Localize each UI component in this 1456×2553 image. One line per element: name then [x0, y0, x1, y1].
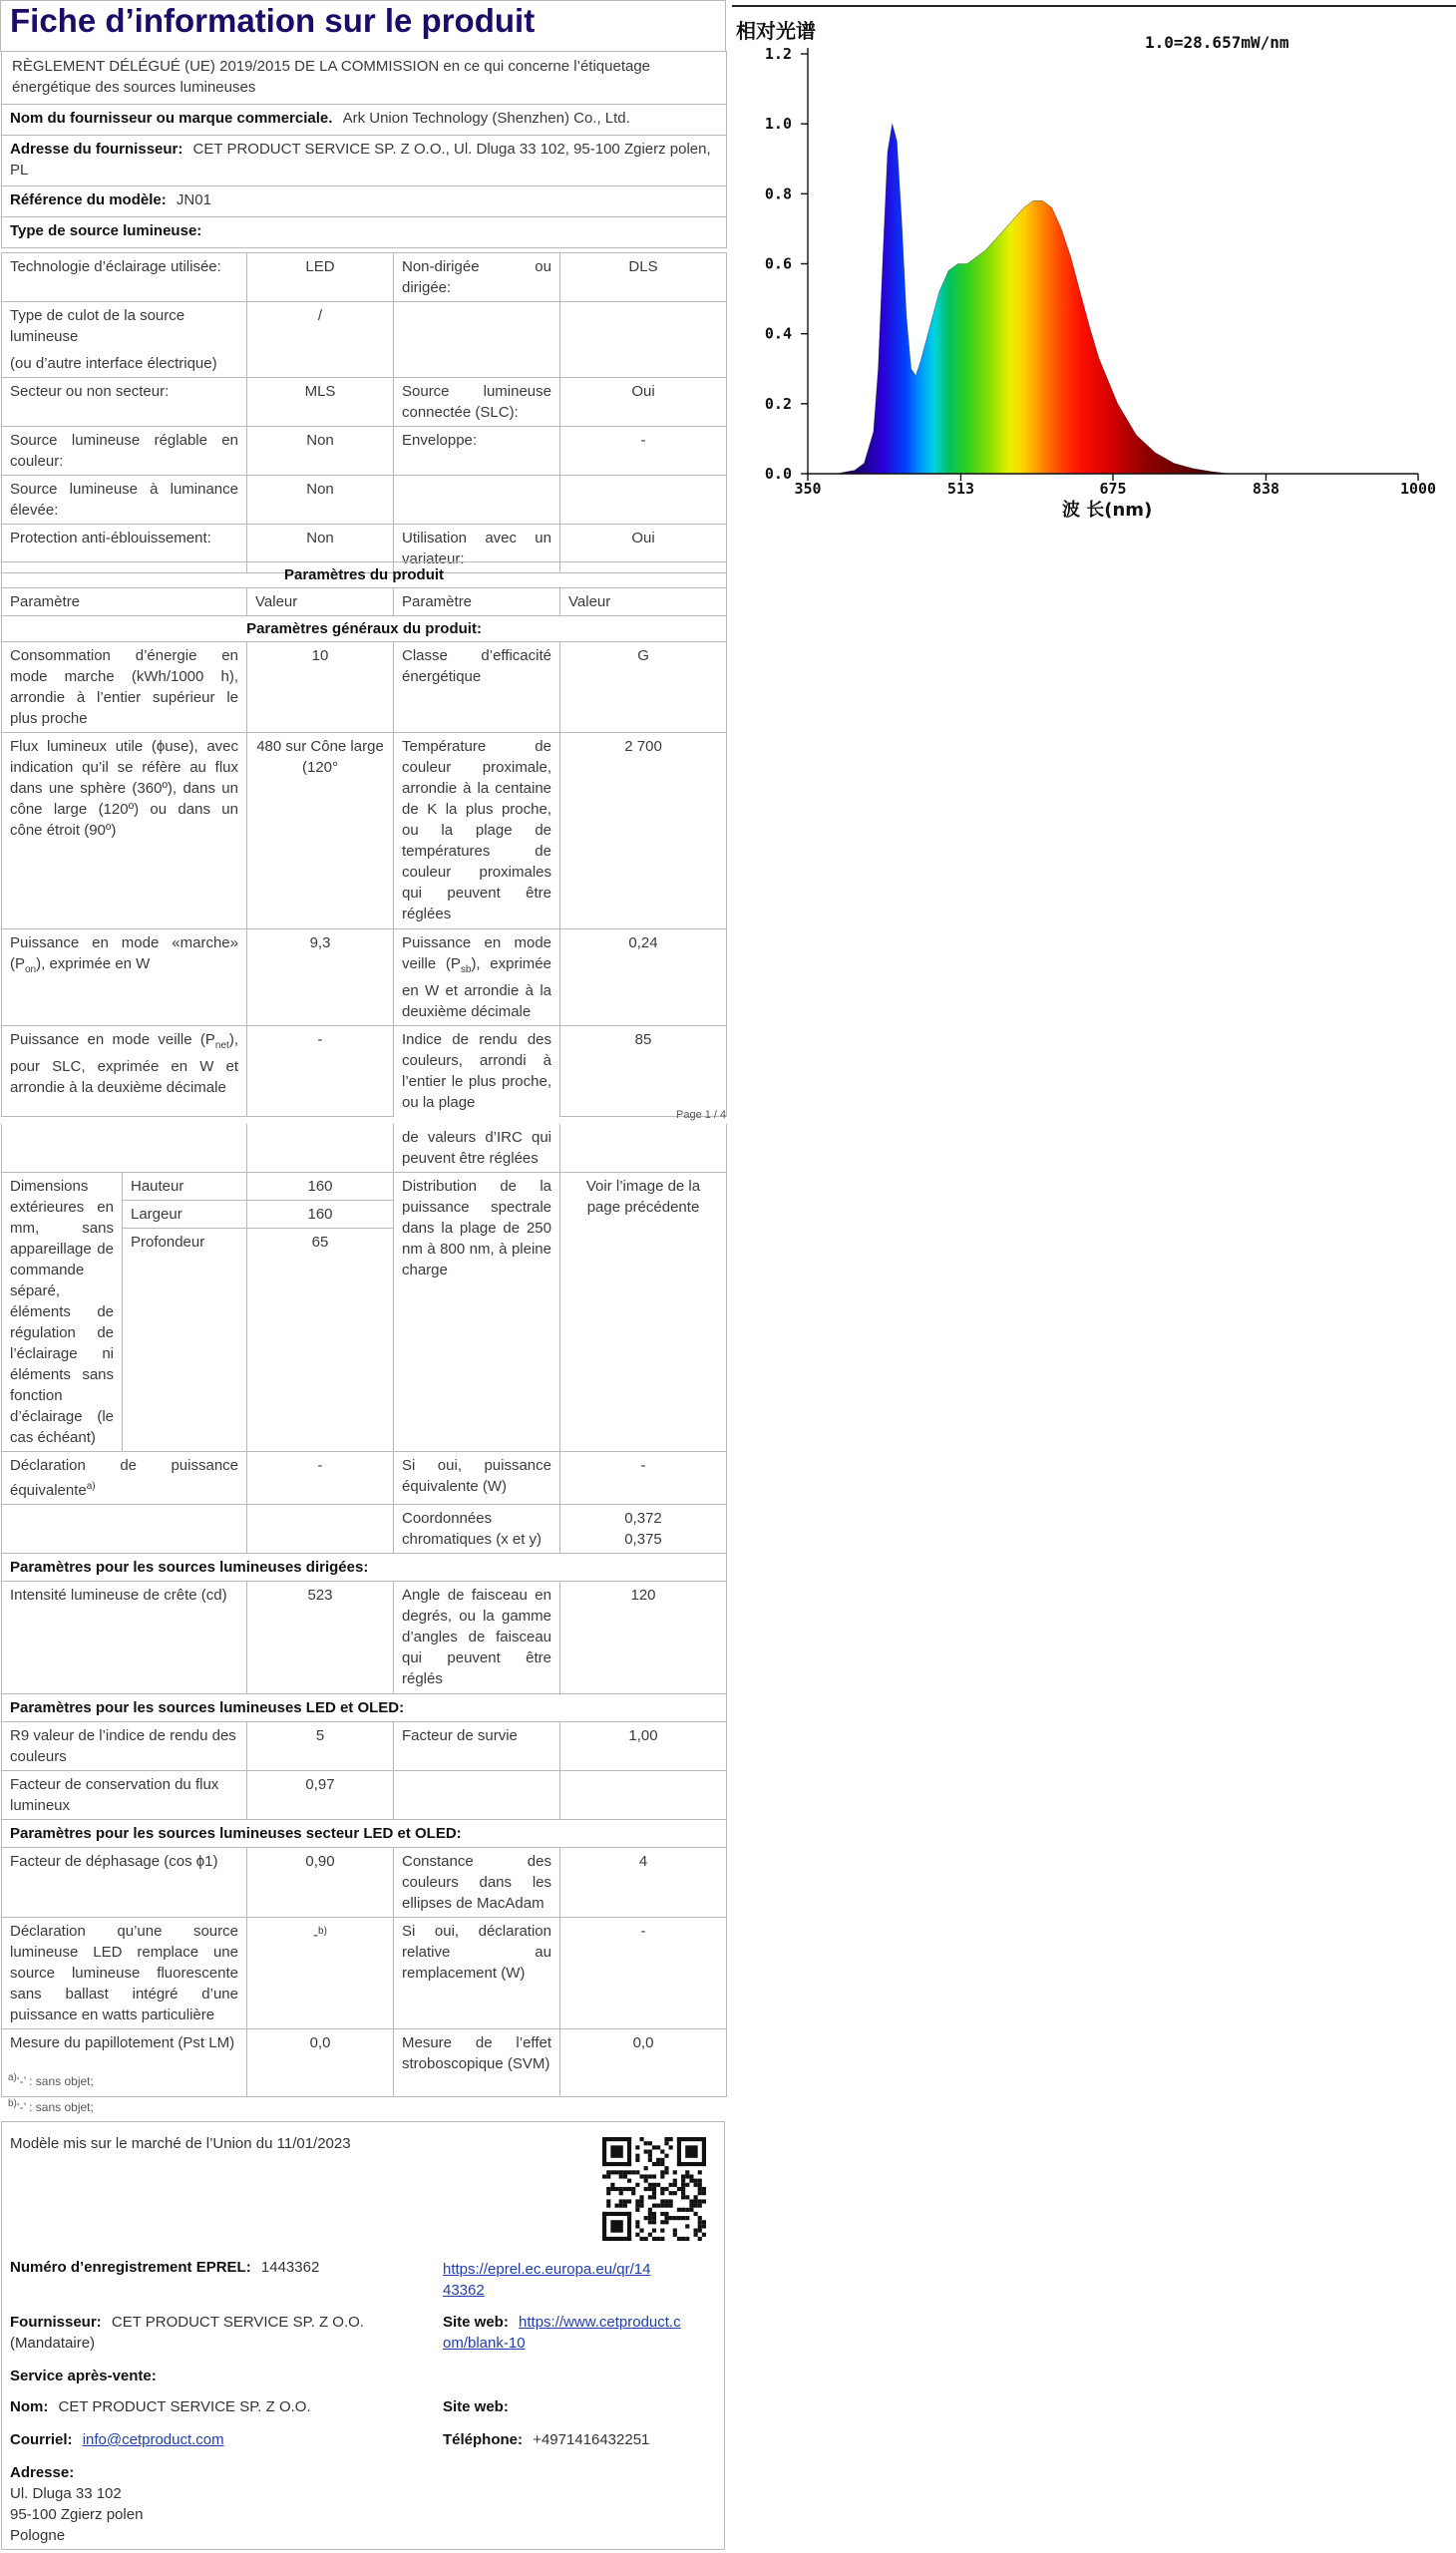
param-label	[2, 929, 247, 1026]
empty-cell	[2, 1124, 247, 1173]
placed-on-market: Modèle mis sur le marché de l’Union du 11/01/2023	[10, 2135, 351, 2152]
eprel-link-line[interactable]: 43362	[443, 2282, 485, 2299]
param-label-sub: sb	[460, 964, 472, 975]
chart-top-rule	[732, 5, 1456, 7]
spectrum-area	[836, 124, 1230, 474]
param-label	[394, 929, 560, 1026]
beam-label: Angle de faisceau en degrés, ou la gamme d’angles de faisceau qui peuvent être réglés	[394, 1582, 560, 1694]
supplier-address-value: CET PRODUCT SERVICE SP. Z O.O., Ul. Dluga 33 102, 95-100 Zgierz polen, PL	[10, 141, 711, 179]
param-label: Classe d’efficacité énergétique	[394, 642, 560, 733]
y-tick-label: 0.4	[764, 324, 792, 343]
eprel-link[interactable]	[443, 2259, 650, 2301]
chroma-label: Coordonnées chromatiques (x et y)	[394, 1505, 560, 1554]
y-tick-label: 0.2	[764, 394, 792, 413]
eprel-reg-value: 1443362	[260, 2259, 320, 2276]
param-value: 0,24	[560, 929, 727, 1026]
eprel-site-link[interactable]: https://www.cetproduct.c	[519, 2314, 681, 2331]
type-row-label	[394, 476, 560, 525]
footnote	[8, 2098, 94, 2114]
equiv2-label: Si oui, puissance équivalente (W)	[394, 1452, 560, 1505]
address-block	[10, 2462, 143, 2546]
x-tick-label: 350	[794, 480, 822, 498]
y-tick-label: 0.6	[764, 254, 792, 273]
type-row-label: Protection anti-éblouissement:	[2, 525, 247, 573]
param-label-part: ), exprimée en W	[36, 955, 151, 972]
dim-name: Hauteur	[123, 1173, 247, 1201]
mains-title: Paramètres pour les sources lumineuses secteur LED et OLED:	[2, 1820, 727, 1848]
after-sales-label: Service après-vente:	[10, 2368, 157, 2384]
param-value: 480 sur Cône large (120°	[247, 733, 394, 929]
lumen-value: 0,97	[247, 1771, 394, 1820]
eprel-site-label: Site web:	[443, 2314, 509, 2331]
footnote-mark: b)	[8, 2098, 17, 2109]
x-tick-label: 675	[1099, 480, 1127, 498]
survival-label: Facteur de survie	[394, 1722, 560, 1771]
type-row-value: Non	[247, 476, 394, 525]
equiv-value: -	[247, 1452, 394, 1505]
empty-cell	[560, 1771, 727, 1820]
type-row-label: Source lumineuse connectée (SLC):	[394, 378, 560, 427]
dim-name: Largeur	[123, 1201, 247, 1229]
x-tick-label: 513	[946, 480, 975, 498]
address-line: Ul. Dluga 33 102	[10, 2485, 122, 2502]
param-value: 10	[247, 642, 394, 733]
type-row-value: Non	[247, 427, 394, 476]
type-row-label: Utilisation avec un variateur:	[394, 525, 560, 573]
mail-row	[10, 2431, 224, 2448]
equiv-label-text: Déclaration de puissance équivalente	[10, 1457, 238, 1499]
model-row	[2, 186, 727, 217]
flicker-value: 0,0	[247, 2029, 394, 2097]
cri-continuation: de valeurs d’IRC qui peuvent être réglées	[394, 1124, 560, 1173]
type-row-label: Technologie d’éclairage utilisée:	[2, 253, 247, 302]
after-sales-name-label: Nom:	[10, 2398, 49, 2415]
address-line: Pologne	[10, 2527, 66, 2544]
type-row-label: Source lumineuse à luminance élevée:	[2, 476, 247, 525]
param-label-part: ), pour SLC, exprimée en W et arrondie à la deuxième décimale	[10, 1031, 238, 1096]
r9-label: R9 valeur de l’indice de rendu des couleurs	[2, 1722, 247, 1771]
param-label: Consommation d’énergie en mode marche (kWh/1000 h), arrondie à l’entier supérieur le plus proche	[2, 642, 247, 733]
lumen-label: Facteur de conservation du flux lumineux	[2, 1771, 247, 1820]
address-label: Adresse:	[10, 2464, 75, 2481]
replace2-label: Si oui, déclaration relative au remplacement (W)	[394, 1918, 560, 2029]
dim-value: 160	[247, 1201, 394, 1229]
supplier-name-value: Ark Union Technology (Shenzhen) Co., Ltd.	[342, 110, 630, 127]
beam-value: 120	[560, 1582, 727, 1694]
model-value: JN01	[176, 191, 211, 208]
strobo-label: Mesure de l’effet stroboscopique (SVM)	[394, 2029, 560, 2097]
y-tick-label: 1.0	[764, 115, 792, 134]
supplier-table	[1, 51, 727, 248]
dim-value: 160	[247, 1173, 394, 1201]
product-params-title: Paramètres du produit	[2, 562, 727, 588]
footnote	[8, 2072, 94, 2088]
empty-cell	[247, 1124, 394, 1173]
param-value: -	[247, 1026, 394, 1117]
supplier-name-label: Nom du fournisseur ou marque commerciale.	[10, 110, 333, 127]
general-params-title: Paramètres généraux du produit:	[2, 616, 727, 642]
replace-value-text: -	[313, 1927, 319, 1944]
survival-value: 1,00	[560, 1722, 727, 1771]
type-row-value: Oui	[560, 525, 727, 573]
eprel-supplier-label: Fournisseur:	[10, 2314, 102, 2331]
dim-value: 65	[247, 1229, 394, 1452]
r9-value: 5	[247, 1722, 394, 1771]
param-label-part: Puissance en mode veille (P	[10, 1031, 215, 1048]
y-tick-label: 1.2	[764, 45, 792, 63]
col-header: Valeur	[560, 588, 727, 616]
empty-cell	[394, 1771, 560, 1820]
type-row-value: DLS	[560, 253, 727, 302]
param-label-sub: on	[25, 964, 37, 975]
spectrum-chart	[732, 8, 1456, 527]
type-row-value	[560, 476, 727, 525]
regulation-text: RÈGLEMENT DÉLÉGUÉ (UE) 2019/2015 DE LA COMMISSION en ce qui concerne l’étiquetage énergétique des sources lumineuses	[2, 52, 727, 105]
led-title: Paramètres pour les sources lumineuses LED et OLED:	[2, 1694, 727, 1722]
type-row-value: LED	[247, 253, 394, 302]
macadam-value: 4	[560, 1848, 727, 1918]
y-tick-label: 0.8	[764, 184, 792, 203]
spd-label: Distribution de la puissance spectrale dans la plage de 250 nm à 800 nm, à pleine charge	[394, 1173, 560, 1452]
socket-label-note: (ou d’autre interface électrique)	[10, 355, 217, 372]
eprel-supplier-value: CET PRODUCT SERVICE SP. Z O.O. (Mandataire)	[10, 2314, 364, 2352]
param-label-part: Puissance en mode veille (P	[402, 934, 551, 972]
type-table	[1, 252, 727, 573]
supplier-address-row	[2, 136, 727, 186]
type-label: Type de source lumineuse:	[2, 217, 727, 248]
equiv2-value: -	[560, 1452, 727, 1505]
page-marker: Page 1 / 4	[676, 1109, 727, 1121]
product-params-table	[1, 561, 727, 1117]
chroma-x: 0,372	[624, 1510, 662, 1527]
type-row-value: MLS	[247, 378, 394, 427]
type-row-label: Secteur ou non secteur:	[2, 378, 247, 427]
param-value: 9,3	[247, 929, 394, 1026]
address-line: 95-100 Zgierz polen	[10, 2506, 144, 2523]
page-title: Fiche d’information sur le produit	[10, 2, 536, 39]
eprel-reg-label: Numéro d’enregistrement EPREL:	[10, 2259, 251, 2276]
footnote-text: ‘-’ : sans objet;	[16, 2100, 94, 2114]
col-header: Paramètre	[2, 588, 247, 616]
empty-cell	[560, 1124, 727, 1173]
replace-sup: b)	[318, 1926, 327, 1937]
type-row-value	[560, 302, 727, 378]
replace-value	[247, 1918, 394, 2029]
spd-value: Voir l’image de la page précédente	[560, 1173, 727, 1452]
after-sales-site-label: Site web:	[443, 2398, 509, 2415]
eprel-site-link[interactable]: om/blank-10	[443, 2335, 526, 2352]
eprel-reg-row	[10, 2259, 319, 2276]
empty-cell	[247, 1505, 394, 1554]
type-row-value: -	[560, 427, 727, 476]
type-row-value: /	[247, 302, 394, 378]
type-row-label	[394, 302, 560, 378]
header-border	[0, 0, 726, 52]
chroma-y: 0,375	[624, 1531, 662, 1548]
page2-table	[1, 1124, 727, 2097]
mail-link[interactable]: info@cetproduct.com	[82, 2431, 224, 2448]
x-tick-label: 838	[1252, 480, 1280, 498]
equiv-sup: a)	[86, 1481, 96, 1492]
model-label: Référence du modèle:	[10, 191, 167, 208]
phase-label: Facteur de déphasage (cos ϕ1)	[2, 1848, 247, 1918]
type-row-value: Oui	[560, 378, 727, 427]
type-row-value: Non	[247, 525, 394, 573]
param-label-sub: net	[214, 1040, 229, 1051]
after-sales-name-row	[10, 2398, 311, 2415]
dim-name: Profondeur	[123, 1229, 247, 1452]
phase-value: 0,90	[247, 1848, 394, 1918]
mail-label: Courriel:	[10, 2431, 73, 2448]
macadam-label: Constance des couleurs dans les ellipses de MacAdam	[394, 1848, 560, 1918]
empty-cell	[2, 1505, 247, 1554]
y-tick-label: 0.0	[764, 465, 792, 483]
param-value: G	[560, 642, 727, 733]
replace-label: Déclaration qu’une source lumineuse LED remplace une source lumineuse fluorescente sans ballast intégré d’une puissance en watts particulière	[2, 1918, 247, 2029]
chroma-values	[560, 1505, 727, 1554]
peak-value: 523	[247, 1582, 394, 1694]
col-header: Valeur	[247, 588, 394, 616]
type-row-label	[2, 302, 247, 378]
param-label-part: Puissance en mode «marche» (P	[10, 934, 238, 972]
x-tick-label: 1000	[1399, 480, 1437, 498]
footnote-text: ‘-’ : sans objet;	[16, 2074, 94, 2088]
chart-title: 相对光谱	[736, 19, 816, 43]
phone-row	[443, 2431, 649, 2448]
param-label	[2, 1026, 247, 1117]
after-sales-name-value: CET PRODUCT SERVICE SP. Z O.O.	[58, 2398, 311, 2415]
param-value: 85	[560, 1026, 727, 1117]
x-axis-label: 波 长(nm)	[1062, 500, 1153, 521]
replace2-value: -	[560, 1918, 727, 2029]
col-header: Paramètre	[394, 588, 560, 616]
type-row-label: Enveloppe:	[394, 427, 560, 476]
chart-annotation: 1.0=28.657mW/nm	[1145, 33, 1289, 52]
equiv-label	[2, 1452, 247, 1505]
type-row-label: Non-dirigée ou dirigée:	[394, 253, 560, 302]
directed-title: Paramètres pour les sources lumineuses dirigées:	[2, 1554, 727, 1582]
param-label: Indice de rendu des couleurs, arrondi à l’entier le plus proche, ou la plage	[394, 1026, 560, 1117]
dimensions-label: Dimensions extérieures en mm, sans appareillage de commande séparé, éléments de régulation de l’éclairage ni éléments sans fonction d’éclairage (le cas échéant)	[2, 1173, 123, 1452]
flicker-label: Mesure du papillotement (Pst LM)	[2, 2029, 247, 2097]
eprel-link-line[interactable]: https://eprel.ec.europa.eu/qr/14	[443, 2261, 651, 2278]
param-label-part: ), exprimée en W et arrondie à la deuxième décimale	[402, 955, 551, 1020]
phone-value: +4971416432251	[533, 2431, 650, 2448]
supplier-address-label: Adresse du fournisseur:	[10, 141, 183, 158]
supplier-name-row	[2, 105, 727, 136]
eprel-supplier-row	[10, 2312, 429, 2354]
peak-label: Intensité lumineuse de crête (cd)	[2, 1582, 247, 1694]
param-label: Température de couleur proximale, arrondie à la centaine de K la plus proche, ou la plage de températures de couleur proximales qui peuvent être réglées	[394, 733, 560, 929]
socket-label: Type de culot de la source lumineuse	[10, 307, 185, 345]
param-label: Flux lumineux utile (ϕuse), avec indication qu’il se réfère au flux dans une sphère (360º), dans un cône large (120º) ou dans un cône étroit (90º)	[2, 733, 247, 929]
param-value: 2 700	[560, 733, 727, 929]
footnote-mark: a)	[8, 2072, 17, 2083]
type-row-label: Source lumineuse réglable en couleur:	[2, 427, 247, 476]
phone-label: Téléphone:	[443, 2431, 524, 2448]
eprel-site-row	[443, 2312, 712, 2354]
qr-code-icon	[602, 2137, 706, 2241]
strobo-value: 0,0	[560, 2029, 727, 2097]
